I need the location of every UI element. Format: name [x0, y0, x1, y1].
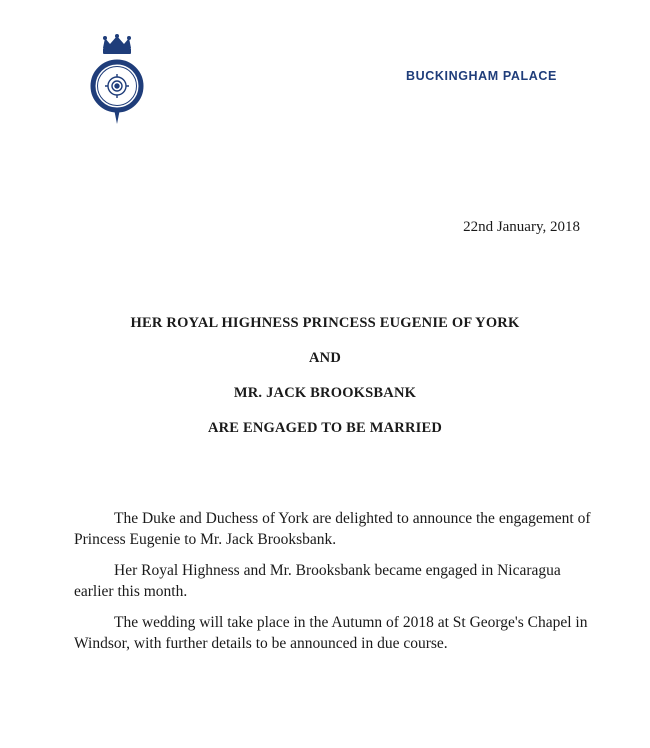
crest-svg: [86, 34, 148, 126]
headline-line-3: MR. JACK BROOKSBANK: [233, 385, 417, 401]
headline-line-1: HER ROYAL HIGHNESS PRINCESS EUGENIE OF YORK: [130, 315, 520, 331]
royal-crest-icon: [86, 34, 148, 126]
announcement-body: [74, 508, 594, 664]
body-paragraph: Her Royal Highness and Mr. Brooksbank became engaged in Nicaragua earlier this month.: [74, 562, 561, 600]
headline-line-2: AND: [308, 350, 341, 366]
letter-date: 22nd January, 2018: [463, 219, 580, 235]
headline-line-4: ARE ENGAGED TO BE MARRIED: [207, 420, 443, 436]
sender-letterhead: BUCKINGHAM PALACE: [406, 69, 557, 83]
body-paragraph: The wedding will take place in the Autumn of 2018 at St George's Chapel in Windsor, with further details to be announced in due course.: [74, 614, 588, 652]
body-paragraph: The Duke and Duchess of York are delighted to announce the engagement of Princess Eugenie to Mr. Jack Brooksbank.: [74, 510, 591, 548]
announcement-headline: [0, 312, 650, 452]
